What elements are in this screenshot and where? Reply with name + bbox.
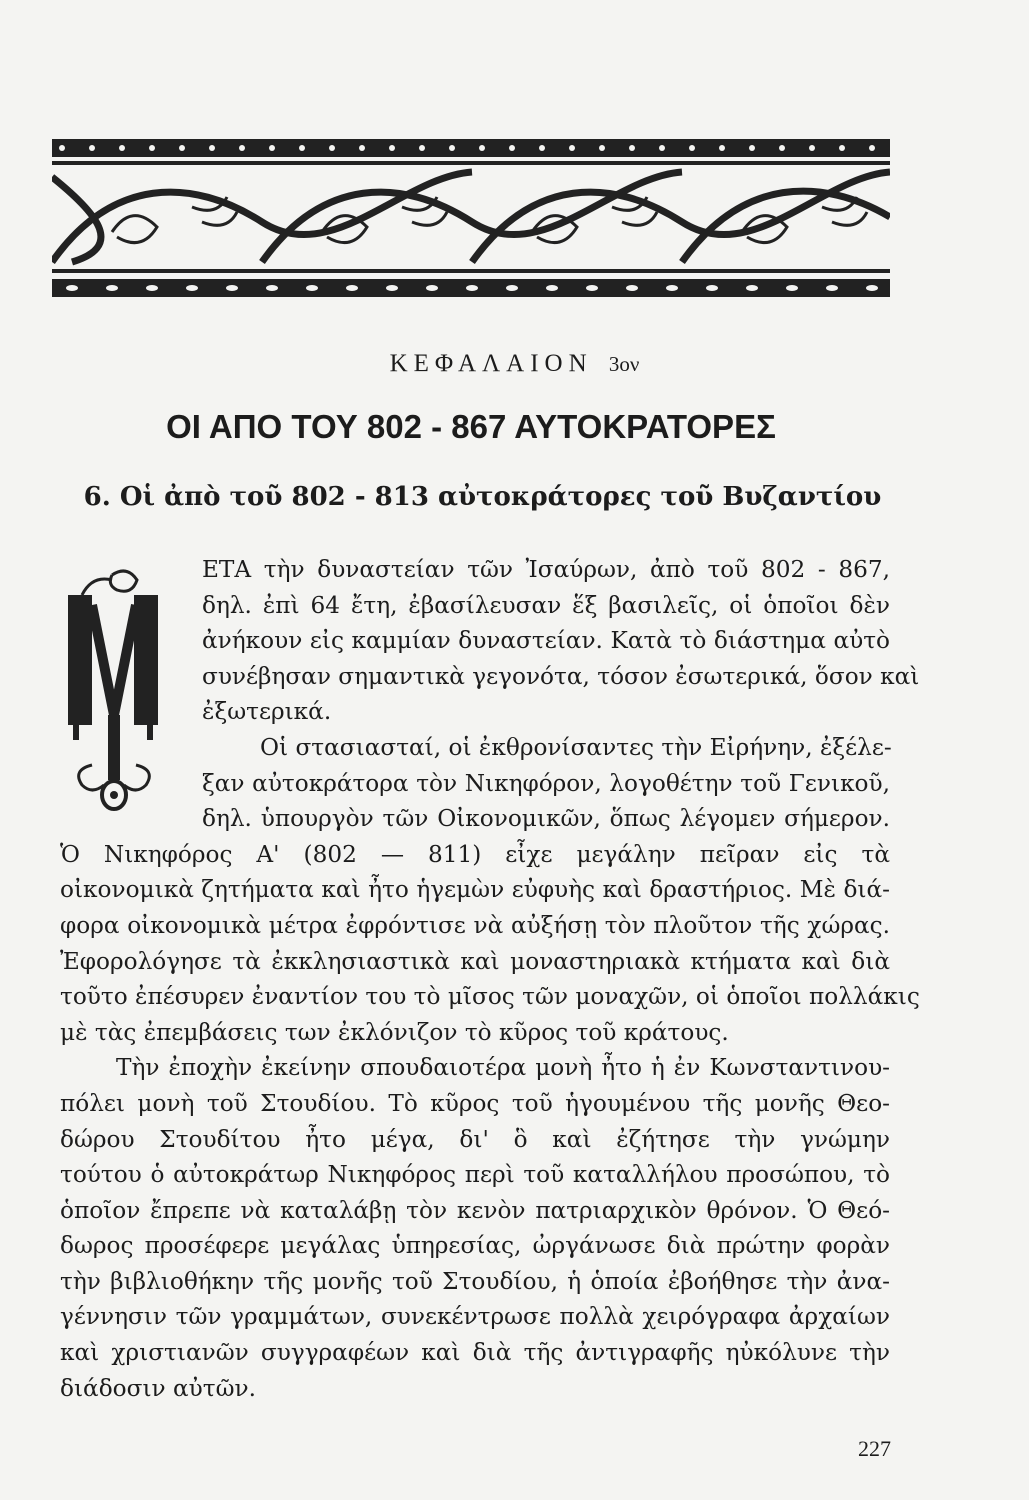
text-line: ξαν αὐτοκράτορα τὸν Νικηφόρον, λογοθέτην τοῦ Γενικοῦ, [202, 769, 890, 797]
text-line: ἀνήκουν εἰς καμμίαν δυναστείαν. Κατὰ τὸ διάστημα αὐτὸ [202, 627, 890, 655]
text-line: ὁποῖον ἔπρεπε νὰ καταλάβῃ τὸν κενὸν πατριαρχικὸν θρόνον. Ὁ Θεό- [60, 1196, 890, 1224]
text-line: μὲ τὰς ἐπεμβάσεις των ἐκλόνιζον τὸ κῦρος τοῦ κράτους. [60, 1018, 729, 1046]
chapter-label [0, 350, 1029, 378]
text-line: διάδοσιν αὐτῶν. [60, 1374, 256, 1402]
chapter-word: ΚΕΦΑΛΑΙΟΝ [389, 350, 593, 377]
text-line: δηλ. ὑπουργὸν τῶν Οἰκονομικῶν, ὅπως λέγομεν σήμερον. [202, 805, 890, 833]
text-line: τὴν βιβλιοθήκην τῆς μονῆς τοῦ Στουδίου, ἡ ὁποία ἐβοήθησε τὴν ἀνα- [60, 1267, 890, 1295]
text-line: οἰκονομικὰ ζητήματα καὶ ἦτο ἡγεμὼν εὐφυὴς καὶ δραστήριος. Μὲ διά- [60, 876, 890, 904]
text-line: συνέβησαν σημαντικὰ γεγονότα, τόσον ἐσωτερικά, ὅσον καὶ [202, 662, 920, 690]
text-line: φορα οἰκονομικὰ μέτρα ἐφρόντισε νὰ αὐξήσῃ τὸν πλοῦτον τῆς χώρας. [60, 911, 890, 939]
text-line: Τὴν ἐποχὴν ἐκείνην σπουδαιοτέρα μονὴ ἦτο ἡ ἐν Κωνσταντινου- [116, 1054, 890, 1082]
text-line: Ἐφορολόγησε τὰ ἐκκλησιαστικὰ καὶ μοναστηριακὰ κτήματα καὶ διὰ [60, 947, 890, 975]
chapter-number: 3ον [608, 352, 640, 376]
body-text [60, 552, 920, 1406]
text-line: πόλει μονὴ τοῦ Στουδίου. Τὸ κῦρος τοῦ ἡγουμένου τῆς μονῆς Θεο- [60, 1089, 890, 1117]
text-line: δηλ. ἐπὶ 64 ἔτη, ἐβασίλευσαν ἕξ βασιλεῖς, οἱ ὁποῖοι δὲν [202, 591, 890, 619]
decorative-headpiece [52, 137, 890, 307]
text-line: ἐξωτερικά. [202, 698, 332, 726]
text-line: δωρος προσέφερε μεγάλας ὑπηρεσίας, ὠργάνωσε διὰ πρώτην φορὰν [60, 1232, 890, 1260]
text-line: τοῦτο ἐπέσυρεν ἐναντίον του τὸ μῖσος τῶν μοναχῶν, οἱ ὁποῖοι πολλάκις [60, 983, 920, 1011]
page-number: 227 [858, 1436, 891, 1461]
text-line: δώρου Στουδίτου ἦτο μέγα, δι' ὃ καὶ ἐζήτησε τὴν γνώμην [60, 1125, 890, 1153]
text-line: Οἱ στασιασταί, οἱ ἐκθρονίσαντες τὴν Εἰρήνην, ἐξέλε- [260, 733, 892, 761]
text-line: καὶ χριστιανῶν συγγραφέων καὶ διὰ τῆς ἀντιγραφῆς ηὐκόλυνε τὴν [60, 1339, 890, 1367]
text-line: ΕΤΑ τὴν δυναστείαν τῶν Ἰσαύρων, ἀπὸ τοῦ 802 - 867, [202, 556, 890, 583]
section-title: 6. Οἱ ἀπὸ τοῦ 802 - 813 αὐτοκράτορες τοῦ Βυζαντίου [83, 482, 882, 512]
chapter-title: ΟΙ ΑΠΟ ΤΟΥ 802 - 867 ΑΥΤΟΚΡΑΤΟΡΕΣ [166, 408, 776, 445]
text-line: τούτου ὁ αὐτοκράτωρ Νικηφόρος περὶ τοῦ καταλλήλου προσώπου, τὸ [60, 1161, 890, 1189]
text-line: γέννησιν τῶν γραμμάτων, συνεκέντρωσε πολλὰ χειρόγραφα ἀρχαίων [60, 1303, 890, 1331]
text-line: Ὁ Νικηφόρος Α' (802 — 811) εἶχε μεγάλην πεῖραν εἰς τὰ [60, 840, 890, 868]
